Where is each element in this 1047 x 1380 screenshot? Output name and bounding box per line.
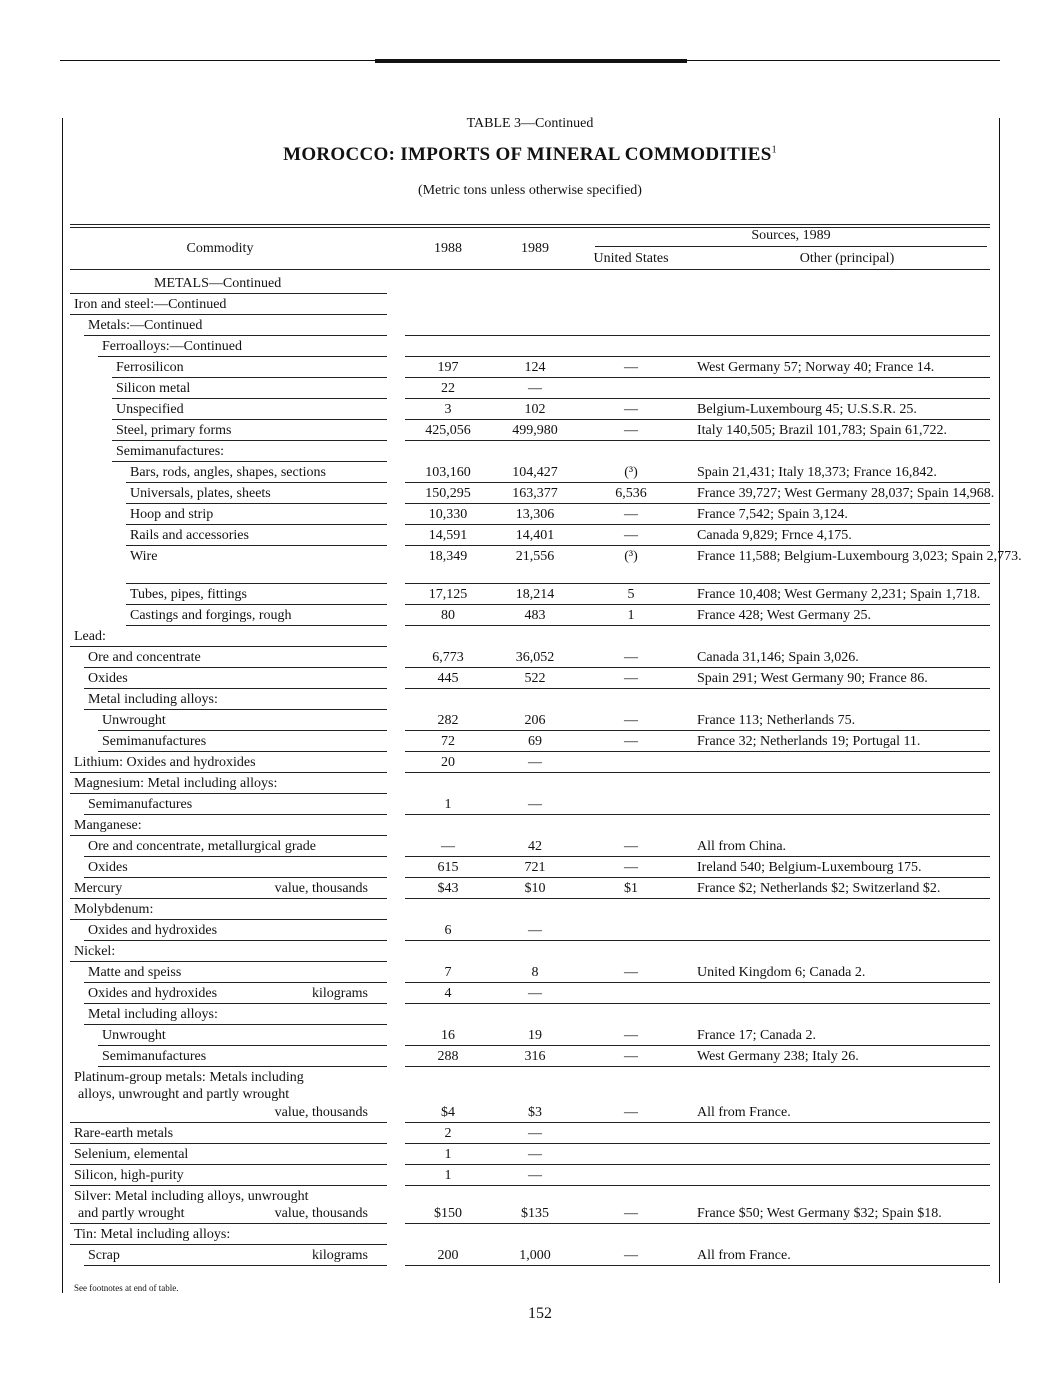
table-row xyxy=(0,962,1047,983)
commodity-cell: Oxides xyxy=(88,860,128,875)
commodity-cell: Mercury xyxy=(74,881,123,896)
value-1989: — xyxy=(528,755,542,770)
value-other-principal: Italy 140,505; Brazil 101,783; Spain 61,722. xyxy=(697,423,948,438)
value-united-states: — xyxy=(624,360,638,375)
table-row xyxy=(0,1165,1047,1186)
value-united-states: 1 xyxy=(627,608,635,623)
value-1989: 316 xyxy=(524,1049,546,1064)
value-united-states: $1 xyxy=(624,881,638,896)
commodity-cell: Metals:—Continued xyxy=(88,318,203,333)
footnote: See footnotes at end of table. xyxy=(74,1283,179,1293)
unit-cell: value, thousands xyxy=(274,1206,368,1221)
sources-rule xyxy=(595,246,987,247)
commodity-cell: Matte and speiss xyxy=(88,965,182,980)
value-united-states: — xyxy=(624,1105,638,1120)
header-1989: 1989 xyxy=(521,241,549,256)
table-row xyxy=(0,689,1047,710)
unit-cell: kilograms xyxy=(312,1248,368,1263)
value-other-principal: Canada 9,829; Frnce 4,175. xyxy=(697,528,852,543)
commodity-cell: Scrap xyxy=(88,1248,120,1263)
header-sources: Sources, 1989 xyxy=(751,228,831,243)
value-1989: 206 xyxy=(524,713,546,728)
value-1989: — xyxy=(528,797,542,812)
value-1989: 104,427 xyxy=(512,465,558,480)
commodity-cell: Wire xyxy=(130,549,158,564)
commodity-cell: Metal including alloys: xyxy=(88,692,218,707)
value-1988: 425,056 xyxy=(425,423,471,438)
table-row xyxy=(0,357,1047,378)
table-title-text: MOROCCO: IMPORTS OF MINERAL COMMODITIES xyxy=(283,144,772,165)
value-other-principal: Spain 21,431; Italy 18,373; France 16,842. xyxy=(697,465,937,480)
value-1988: 1 xyxy=(444,797,452,812)
header-top-rule xyxy=(70,224,990,225)
commodity-cell: Ferrosilicon xyxy=(116,360,184,375)
table-row xyxy=(0,525,1047,546)
value-1988: $150 xyxy=(434,1206,462,1221)
header-1988: 1988 xyxy=(434,241,462,256)
value-1989: — xyxy=(528,986,542,1001)
value-united-states: — xyxy=(624,650,638,665)
value-united-states: 5 xyxy=(627,587,635,602)
value-1989: 13,306 xyxy=(515,507,555,522)
table-subtitle: (Metric tons unless otherwise specified) xyxy=(418,183,642,198)
value-united-states: 6,536 xyxy=(615,486,647,501)
table-row xyxy=(0,441,1047,462)
header-commodity: Commodity xyxy=(186,241,254,256)
value-1989: $135 xyxy=(521,1206,549,1221)
header-united-states: United States xyxy=(593,251,669,266)
value-1989: — xyxy=(528,1147,542,1162)
value-1988: 4 xyxy=(444,986,452,1001)
commodity-cell: Ore and concentrate xyxy=(88,650,201,665)
table-row xyxy=(0,794,1047,815)
value-other-principal: France 17; Canada 2. xyxy=(697,1028,816,1043)
value-1989: 163,377 xyxy=(512,486,558,501)
value-1988: 197 xyxy=(437,360,459,375)
commodity-cell: Bars, rods, angles, shapes, sections xyxy=(130,465,326,480)
commodity-cell: Metal including alloys: xyxy=(88,1007,218,1022)
value-united-states: — xyxy=(624,1206,638,1221)
commodity-cell: Hoop and strip xyxy=(130,507,214,522)
table-row xyxy=(0,378,1047,399)
commodity-cell: Silicon, high-purity xyxy=(74,1168,184,1183)
table-row xyxy=(0,336,1047,357)
table-row xyxy=(0,773,1047,794)
value-1988: 2 xyxy=(444,1126,452,1141)
value-other-principal: Belgium-Luxembourg 45; U.S.S.R. 25. xyxy=(697,402,917,417)
value-1988: 20 xyxy=(441,755,455,770)
commodity-cell: Ferroalloys:—Continued xyxy=(102,339,242,354)
commodity-cell-cont: alloys, unwrought and partly wrought xyxy=(78,1087,290,1102)
row-rule-commodity xyxy=(84,1265,387,1266)
table-row xyxy=(0,504,1047,525)
commodity-cell: Manganese: xyxy=(74,818,142,833)
value-united-states: — xyxy=(624,965,638,980)
commodity-cell: Lead: xyxy=(74,629,106,644)
value-other-principal: All from China. xyxy=(697,839,787,854)
value-1989: 18,214 xyxy=(515,587,555,602)
value-other-principal: France 113; Netherlands 75. xyxy=(697,713,856,728)
value-1988: 1 xyxy=(444,1147,452,1162)
commodity-cell: Iron and steel:—Continued xyxy=(74,297,227,312)
table-row xyxy=(0,647,1047,668)
value-united-states: — xyxy=(624,839,638,854)
value-1989: $10 xyxy=(524,881,546,896)
commodity-cell: Rails and accessories xyxy=(130,528,249,543)
value-other-principal: France 32; Netherlands 19; Portugal 11. xyxy=(697,734,921,749)
commodity-cell: Universals, plates, sheets xyxy=(130,486,271,501)
table-row xyxy=(0,878,1047,899)
header-other-principal: Other (principal) xyxy=(799,251,895,266)
commodity-cell: Steel, primary forms xyxy=(116,423,232,438)
value-other-principal: Spain 291; West Germany 90; France 86. xyxy=(697,671,928,686)
value-1988: 200 xyxy=(437,1248,459,1263)
value-1989: 721 xyxy=(524,860,546,875)
table-row xyxy=(0,752,1047,773)
value-united-states: — xyxy=(624,671,638,686)
commodity-cell: Oxides and hydroxides xyxy=(88,923,218,938)
value-1989: — xyxy=(528,381,542,396)
value-united-states: — xyxy=(624,734,638,749)
commodity-cell: Oxides and hydroxides xyxy=(88,986,218,1001)
commodity-cell: Oxides xyxy=(88,671,128,686)
value-1988: 7 xyxy=(444,965,452,980)
value-united-states: — xyxy=(624,1028,638,1043)
value-1988: 150,295 xyxy=(425,486,471,501)
table-row xyxy=(0,1046,1047,1067)
value-1988: 72 xyxy=(441,734,455,749)
value-1988: $43 xyxy=(437,881,459,896)
value-1989: 124 xyxy=(524,360,546,375)
value-1989: 1,000 xyxy=(519,1248,551,1263)
value-1989: 42 xyxy=(528,839,542,854)
value-1989: 499,980 xyxy=(512,423,558,438)
value-1988: 615 xyxy=(437,860,459,875)
value-united-states: — xyxy=(624,1248,638,1263)
value-other-principal: Ireland 540; Belgium-Luxembourg 175. xyxy=(697,860,922,875)
table-row xyxy=(0,399,1047,420)
value-1988: — xyxy=(441,839,455,854)
table-row xyxy=(0,483,1047,504)
table-row xyxy=(0,462,1047,483)
commodity-cell: Semimanufactures xyxy=(102,1049,207,1064)
table-row xyxy=(0,983,1047,1004)
value-1988: 288 xyxy=(437,1049,459,1064)
commodity-cell: Lithium: Oxides and hydroxides xyxy=(74,755,256,770)
unit-cell: value, thousands xyxy=(274,881,368,896)
value-other-principal: France 39,727; West Germany 28,037; Spain 14,968. xyxy=(697,486,995,501)
table-row xyxy=(0,710,1047,731)
table-row xyxy=(0,1245,1047,1266)
commodity-cell: Semimanufactures xyxy=(88,797,193,812)
table-row xyxy=(0,420,1047,441)
value-1989: 21,556 xyxy=(515,549,555,564)
value-1988: 22 xyxy=(441,381,455,396)
unit-cell: value, thousands xyxy=(274,1105,368,1120)
table-row xyxy=(0,1224,1047,1245)
table-row xyxy=(0,836,1047,857)
value-other-principal: France $50; West Germany $32; Spain $18. xyxy=(697,1206,942,1221)
unit-cell: kilograms xyxy=(312,986,368,1001)
table-title xyxy=(0,144,1047,166)
row-rule-values xyxy=(405,1265,990,1266)
commodity-cell: Molybdenum: xyxy=(74,902,154,917)
commodity-cell: Tubes, pipes, fittings xyxy=(130,587,247,602)
commodity-cell: Magnesium: Metal including alloys: xyxy=(74,776,278,791)
table-row xyxy=(0,899,1047,920)
value-united-states: (³) xyxy=(624,465,638,480)
value-1989: 14,401 xyxy=(515,528,555,543)
value-1988: 10,330 xyxy=(428,507,468,522)
value-1988: 3 xyxy=(444,402,452,417)
value-1989: — xyxy=(528,1168,542,1183)
table-row xyxy=(0,584,1047,605)
value-other-principal: All from France. xyxy=(697,1248,791,1263)
value-other-principal: Canada 31,146; Spain 3,026. xyxy=(697,650,859,665)
commodity-cell: Semimanufactures: xyxy=(116,444,225,459)
value-1988: 16 xyxy=(441,1028,455,1043)
value-other-principal: France 7,542; Spain 3,124. xyxy=(697,507,848,522)
table-row xyxy=(0,1144,1047,1165)
value-1988: 80 xyxy=(441,608,455,623)
table-row xyxy=(0,941,1047,962)
commodity-cell: Unwrought xyxy=(102,713,166,728)
value-1989: 102 xyxy=(524,402,546,417)
value-1989: 69 xyxy=(528,734,542,749)
value-1989: 522 xyxy=(524,671,546,686)
value-other-principal: France 11,588; Belgium-Luxembourg 3,023; Spain 2,773. xyxy=(697,549,1022,564)
value-1989: 36,052 xyxy=(515,650,555,665)
value-1988: 17,125 xyxy=(428,587,468,602)
value-1988: $4 xyxy=(441,1105,455,1120)
header-bottom-rule xyxy=(70,269,990,270)
table-row xyxy=(0,273,1047,294)
value-1989: — xyxy=(528,923,542,938)
table-row xyxy=(0,546,1047,584)
value-1988: 14,591 xyxy=(428,528,468,543)
value-1988: 1 xyxy=(444,1168,452,1183)
commodity-cell: Tin: Metal including alloys: xyxy=(74,1227,231,1242)
table-row xyxy=(0,1004,1047,1025)
commodity-cell: Ore and concentrate, metallurgical grade xyxy=(88,839,316,854)
value-united-states: — xyxy=(624,402,638,417)
commodity-cell: Silicon metal xyxy=(116,381,191,396)
value-1989: $3 xyxy=(528,1105,542,1120)
commodity-cell: METALS—Continued xyxy=(154,276,282,291)
commodity-cell: Rare-earth metals xyxy=(74,1126,174,1141)
table-row xyxy=(0,626,1047,647)
value-1989: 483 xyxy=(524,608,546,623)
commodity-cell: Selenium, elemental xyxy=(74,1147,189,1162)
top-rule-thick xyxy=(375,59,687,63)
value-united-states: — xyxy=(624,1049,638,1064)
value-1988: 18,349 xyxy=(428,549,468,564)
table-label: TABLE 3—Continued xyxy=(466,116,594,131)
value-1988: 445 xyxy=(437,671,459,686)
commodity-cell-cont: and partly wrought xyxy=(78,1206,185,1221)
value-1989: 19 xyxy=(528,1028,542,1043)
value-united-states: — xyxy=(624,528,638,543)
value-1989: 8 xyxy=(531,965,539,980)
table-row xyxy=(0,731,1047,752)
table-row xyxy=(0,1025,1047,1046)
table-row xyxy=(0,294,1047,315)
value-1988: 6,773 xyxy=(432,650,464,665)
value-other-principal: All from France. xyxy=(697,1105,791,1120)
value-1988: 6 xyxy=(444,923,452,938)
value-other-principal: West Germany 238; Italy 26. xyxy=(697,1049,859,1064)
table-row xyxy=(0,668,1047,689)
title-footnote-marker: 1 xyxy=(771,144,777,156)
value-united-states: — xyxy=(624,423,638,438)
commodity-cell: Unspecified xyxy=(116,402,184,417)
table-row xyxy=(0,1067,1047,1123)
page-number: 152 xyxy=(528,1305,552,1322)
commodity-cell: Silver: Metal including alloys, unwrought xyxy=(74,1189,309,1204)
value-other-principal: France 10,408; West Germany 2,231; Spain 1,718. xyxy=(697,587,981,602)
commodity-cell: Semimanufactures xyxy=(102,734,207,749)
table-row xyxy=(0,605,1047,626)
value-1988: 103,160 xyxy=(425,465,471,480)
value-united-states: — xyxy=(624,713,638,728)
value-other-principal: West Germany 57; Norway 40; France 14. xyxy=(697,360,935,375)
value-1988: 282 xyxy=(437,713,459,728)
commodity-cell: Platinum-group metals: Metals including xyxy=(74,1070,304,1085)
table-row xyxy=(0,1123,1047,1144)
commodity-cell: Unwrought xyxy=(102,1028,166,1043)
value-other-principal: France $2; Netherlands $2; Switzerland $2. xyxy=(697,881,941,896)
value-united-states: — xyxy=(624,860,638,875)
value-united-states: — xyxy=(624,507,638,522)
table-row xyxy=(0,815,1047,836)
value-1989: — xyxy=(528,1126,542,1141)
table-row xyxy=(0,315,1047,336)
value-other-principal: United Kingdom 6; Canada 2. xyxy=(697,965,866,980)
table-row xyxy=(0,1186,1047,1224)
table-row xyxy=(0,920,1047,941)
table-row xyxy=(0,857,1047,878)
commodity-cell: Castings and forgings, rough xyxy=(130,608,292,623)
value-other-principal: France 428; West Germany 25. xyxy=(697,608,871,623)
value-united-states: (³) xyxy=(624,549,638,564)
commodity-cell: Nickel: xyxy=(74,944,116,959)
